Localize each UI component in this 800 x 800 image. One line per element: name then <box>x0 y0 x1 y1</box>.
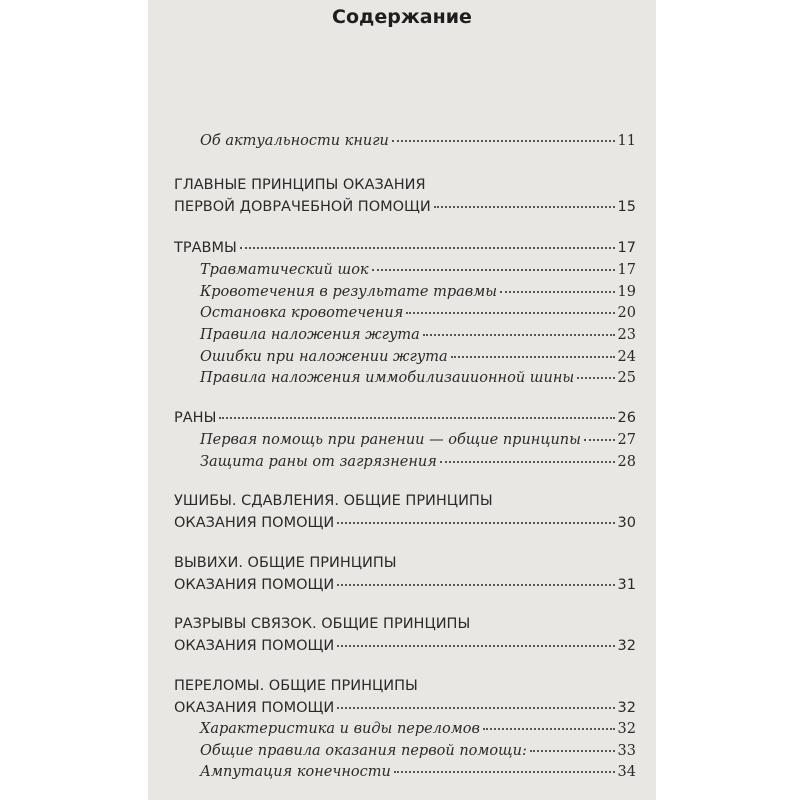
dot-leader <box>337 707 614 709</box>
toc-heading-line: УШИБЫ. СДАВЛЕНИЯ. ОБЩИЕ ПРИНЦИПЫ <box>174 493 493 509</box>
toc-entry-label: Ампутация конечности <box>200 764 391 780</box>
toc-page-number: 34 <box>617 764 636 780</box>
toc-entry <box>174 133 636 149</box>
dot-leader <box>406 312 614 314</box>
toc-page-number: 15 <box>617 199 636 215</box>
toc-page-number: 19 <box>617 284 636 300</box>
toc-entry-label: Кровотечения в результате травмы <box>200 284 498 300</box>
toc-page-number: 17 <box>617 262 636 278</box>
dot-leader <box>584 439 615 441</box>
toc-page-number: 27 <box>617 432 636 448</box>
toc-entry <box>174 577 636 593</box>
dot-leader <box>337 522 614 524</box>
dot-leader <box>423 334 615 336</box>
dot-leader <box>392 140 615 142</box>
toc-entry <box>174 284 636 300</box>
toc-entry <box>174 743 636 759</box>
toc-page-number: 25 <box>617 370 636 386</box>
toc-entry-label: Защита раны от загрязнения <box>200 454 437 470</box>
toc-entry <box>174 432 636 448</box>
toc-entry <box>174 721 636 737</box>
toc-heading-line: ГЛАВНЫЕ ПРИНЦИПЫ ОКАЗАНИЯ <box>174 177 426 193</box>
toc-entry-label: Правила наложения жгута <box>200 327 420 343</box>
toc-entry <box>174 240 636 256</box>
toc-entry-label: ТРАВМЫ <box>174 240 237 256</box>
dot-leader <box>337 584 614 586</box>
toc-entry <box>174 349 636 365</box>
toc-page-number: 23 <box>617 327 636 343</box>
dot-leader <box>219 417 614 419</box>
dot-leader <box>577 377 614 379</box>
toc-page-number: 33 <box>617 743 636 759</box>
toc-entry-label: Характеристика и виды переломов <box>200 721 480 737</box>
dot-leader <box>394 771 615 773</box>
dot-leader <box>434 206 615 208</box>
toc-page-number: 24 <box>617 349 636 365</box>
toc-page-number: 32 <box>617 700 636 716</box>
toc-entry <box>174 199 636 215</box>
toc-page-number: 28 <box>617 454 636 470</box>
toc-entry-label: Первая помощь при ранении — общие принципы <box>200 432 581 448</box>
toc-entry <box>174 410 636 426</box>
dot-leader <box>440 461 615 463</box>
toc-entry <box>174 638 636 654</box>
toc-entry-label: Правила наложения иммобилизаиионной шины <box>200 370 575 386</box>
toc-page-number: 31 <box>617 577 636 593</box>
toc-page-number: 26 <box>617 410 636 426</box>
dot-leader <box>530 750 615 752</box>
toc-page-number: 32 <box>617 721 636 737</box>
toc-entry <box>174 370 636 386</box>
toc-entry <box>174 454 636 470</box>
toc-heading-line: ПЕРЕЛОМЫ. ОБЩИЕ ПРИНЦИПЫ <box>174 678 418 694</box>
toc-entry-label: Об актуальности книги <box>200 133 389 149</box>
dot-leader <box>451 356 615 358</box>
toc-entry-label: Остановка кровотечения <box>200 305 404 321</box>
toc-heading-line: РАЗРЫВЫ СВЯЗОК. ОБЩИЕ ПРИНЦИПЫ <box>174 616 471 632</box>
toc-entry-label: Общие правила оказания первой помощи: <box>200 743 527 759</box>
toc-page-number: 20 <box>617 305 636 321</box>
toc-entry <box>174 305 636 321</box>
toc-entry-label: ОКАЗАНИЯ ПОМОЩИ <box>174 515 335 531</box>
dot-leader <box>500 291 614 293</box>
toc-entry-label: ОКАЗАНИЯ ПОМОЩИ <box>174 577 335 593</box>
toc-entry <box>174 700 636 716</box>
dot-leader <box>337 645 614 647</box>
book-page <box>148 0 656 800</box>
toc-entry-label: РАНЫ <box>174 410 217 426</box>
toc-page-number: 32 <box>617 638 636 654</box>
toc-page-number: 30 <box>617 515 636 531</box>
toc-page-number: 11 <box>617 133 636 149</box>
page-title: Содержание <box>332 6 472 28</box>
toc-entry-label: ОКАЗАНИЯ ПОМОЩИ <box>174 638 335 654</box>
toc-entry <box>174 327 636 343</box>
toc-entry-label: Ошибки при наложении жгута <box>200 349 448 365</box>
dot-leader <box>483 728 615 730</box>
dot-leader <box>372 269 615 271</box>
toc-entry <box>174 515 636 531</box>
toc-entry <box>174 262 636 278</box>
toc-entry-label: ПЕРВОЙ ДОВРАЧЕБНОЙ ПОМОЩИ <box>174 199 431 215</box>
dot-leader <box>240 247 615 249</box>
toc-page-number: 17 <box>617 240 636 256</box>
toc-entry <box>174 764 636 780</box>
toc-entry-label: Травматический шок <box>200 262 369 278</box>
toc-entry-label: ОКАЗАНИЯ ПОМОЩИ <box>174 700 335 716</box>
toc-heading-line: ВЫВИХИ. ОБЩИЕ ПРИНЦИПЫ <box>174 555 397 571</box>
